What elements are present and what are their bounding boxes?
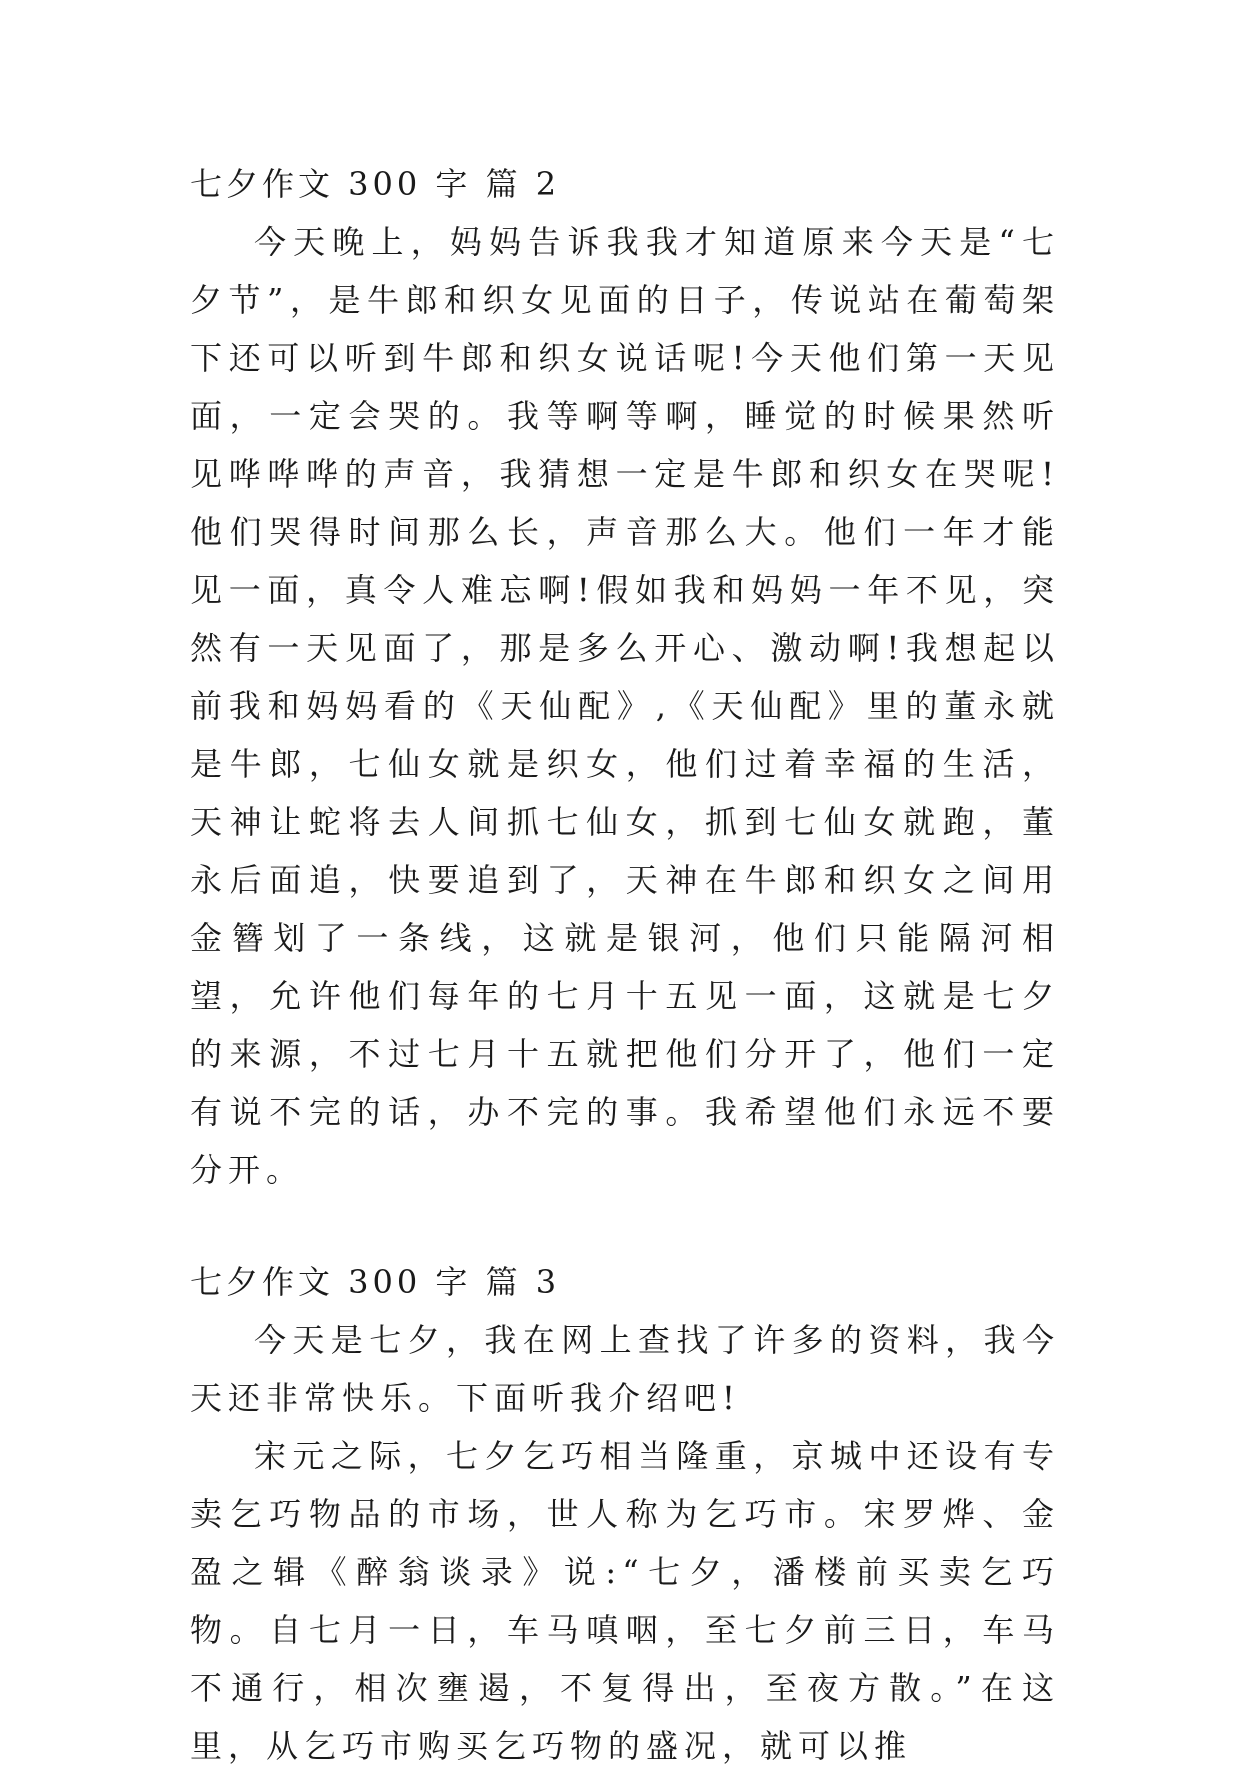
essay-section-3 [190, 1253, 1060, 1775]
document-body [190, 155, 1060, 1775]
section-heading: 七夕作文 300 字 篇 3 [190, 1263, 561, 1301]
paragraph: 今天晚上，妈妈告诉我我才知道原来今天是“七夕节”，是牛郎和织女见面的日子，传说站在葡萄架下还可以听到牛郎和织女说话呢!今天他们第一天见面，一定会哭的。我等啊等啊，睡觉的时候果然听见哗哗哗的声音，我猜想一定是牛郎和织女在哭呢!他们哭得时间那么长，声音那么大。他们一年才能见一面，真令人难忘啊!假如我和妈妈一年不见，突然有一天见面了，那是多么开心、激动啊!我想起以前我和妈妈看的《天仙配》,《天仙配》里的董永就是牛郎，七仙女就是织女，他们过着幸福的生活，天神让蛇将去人间抓七仙女，抓到七仙女就跑，董永后面追，快要追到了，天神在牛郎和织女之间用金簪划了一条线，这就是银河，他们只能隔河相望，允许他们每年的七月十五见一面，这就是七夕的来源，不过七月十五就把他们分开了，他们一定有说不完的话，办不完的事。我希望他们永远不要分开。 [190, 223, 1060, 1189]
paragraph: 今天是七夕，我在网上查找了许多的资料，我今天还非常快乐。下面听我介绍吧! [190, 1321, 1060, 1417]
section-heading: 七夕作文 300 字 篇 2 [190, 165, 561, 203]
paragraph: 宋元之际，七夕乞巧相当隆重，京城中还设有专卖乞巧物品的市场，世人称为乞巧市。宋罗烨、金盈之辑《醉翁谈录》说:“七夕，潘楼前买卖乞巧物。自七月一日，车马嗔咽，至七夕前三日，车马不通行，相次壅遏，不复得出，至夜方散。”在这里，从乞巧市购买乞巧物的盛况，就可以推 [190, 1437, 1060, 1765]
essay-section-2 [190, 155, 1060, 1199]
